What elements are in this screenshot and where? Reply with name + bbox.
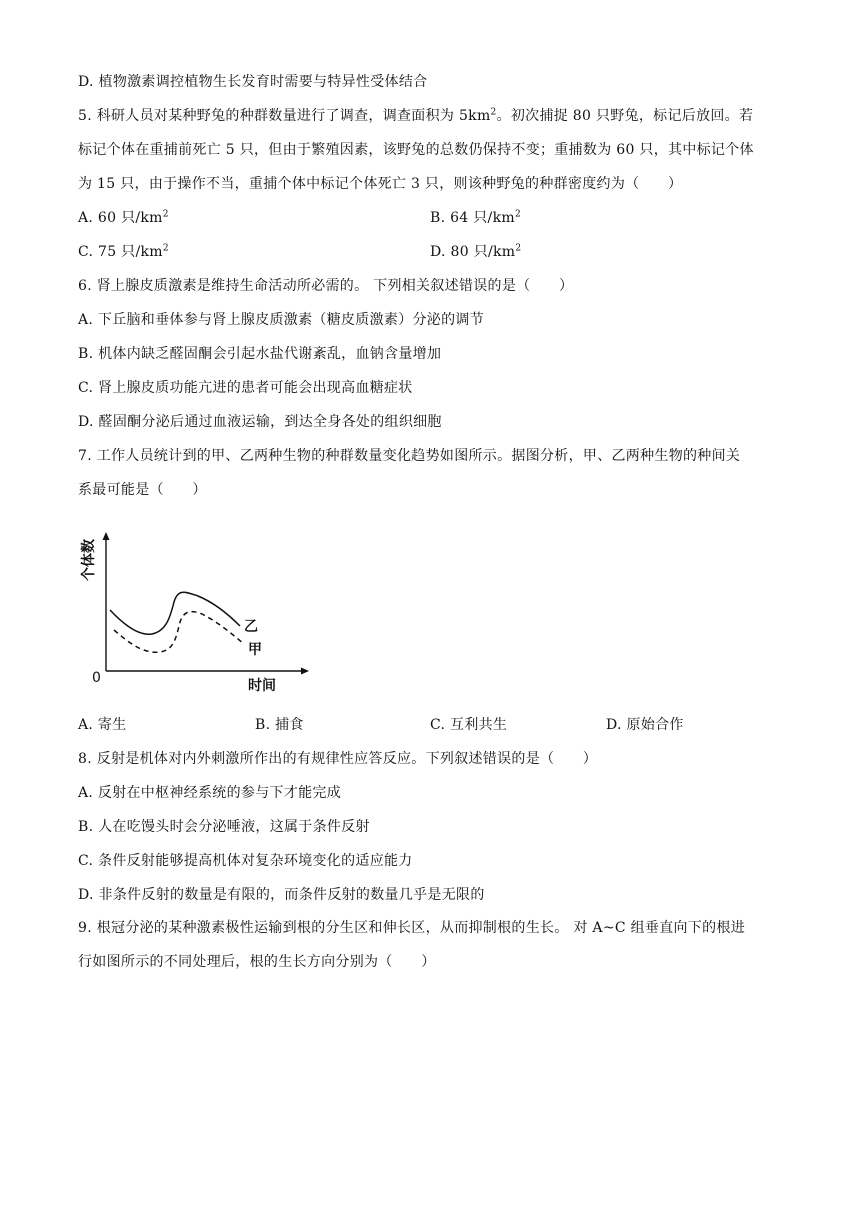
curve-jia-label: 甲 — [248, 642, 262, 658]
q5-stem-line-2: 标记个体在重捕前死亡 5 只，但由于繁殖因素，该野兔的总数仍保持不变；重捕数为 60 只，其中标记个体 — [78, 142, 754, 158]
q6-option-b: B. 机体内缺乏醛固酮会引起水盐代谢紊乱，血钠含量增加 — [78, 346, 442, 362]
q7-option-c: C. 互利共生 — [430, 717, 508, 733]
population-figure-svg — [80, 530, 320, 700]
q9-stem-line-1: 9. 根冠分泌的某种激素极性运输到根的分生区和伸长区，从而抑制根的生长。 对 A~C 组垂直向下的根进 — [78, 920, 746, 936]
q5-option-d-sup: 2 — [515, 243, 522, 254]
curve-yi — [110, 592, 240, 634]
origin-label: 0 — [92, 670, 101, 686]
q5-option-c-sup: 2 — [162, 243, 169, 254]
q9-stem-line-2: 行如图所示的不同处理后，根的生长方向分别为（ ） — [78, 954, 436, 970]
q5-option-b-text: B. 64 只/km — [430, 210, 515, 226]
q8-option-c: C. 条件反射能够提高机体对复杂环境变化的适应能力 — [78, 853, 413, 869]
q6-stem: 6. 肾上腺皮质激素是维持生命活动所必需的。 下列相关叙述错误的是（ ） — [78, 278, 574, 294]
x-axis-label: 时间 — [248, 678, 276, 694]
q7-stem-line-1: 7. 工作人员统计到的甲、乙两种生物的种群数量变化趋势如图所示。据图分析，甲、乙两种生物的种间关 — [78, 448, 741, 464]
q6-option-d: D. 醛固酮分泌后通过血液运输，到达全身各处的组织细胞 — [78, 414, 442, 430]
q7-stem-line-2: 系最可能是（ ） — [78, 482, 207, 498]
q5-stem-text: 5. 科研人员对某种野兔的种群数量进行了调查，调查面积为 5km — [78, 108, 491, 124]
curve-yi-label: 乙 — [244, 619, 258, 635]
q5-option-d — [430, 242, 521, 262]
q5-option-c — [78, 242, 169, 262]
y-axis-label: 个体数 — [81, 539, 97, 581]
q5-stem-line-3: 为 15 只，由于操作不当，重捕个体中标记个体死亡 3 只，则该种野兔的种群密度约为（ ） — [78, 176, 683, 192]
q5-option-c-text: C. 75 只/km — [78, 244, 163, 260]
curve-jia — [114, 612, 244, 653]
q5-stem-tail: 。初次捕捉 80 只野兔，标记后放回。若 — [496, 108, 754, 124]
q8-option-b: B. 人在吃馒头时会分泌唾液，这属于条件反射 — [78, 819, 370, 835]
q8-stem: 8. 反射是机体对内外刺激所作出的有规律性应答反应。下列叙述错误的是（ ） — [78, 751, 598, 767]
q5-option-b — [430, 208, 521, 228]
q6-option-c: C. 肾上腺皮质功能亢进的患者可能会出现高血糖症状 — [78, 380, 413, 396]
q7-option-d: D. 原始合作 — [606, 717, 684, 733]
q5-option-a — [78, 208, 169, 228]
q5-option-d-text: D. 80 只/km — [430, 244, 516, 260]
q4-option-d: D. 植物激素调控植物生长发育时需要与特异性受体结合 — [78, 74, 428, 90]
population-figure — [80, 530, 320, 700]
q7-option-a: A. 寄生 — [78, 717, 127, 733]
q6-option-a: A. 下丘脑和垂体参与肾上腺皮质激素（糖皮质激素）分泌的调节 — [78, 312, 485, 328]
q5-option-a-sup: 2 — [162, 209, 169, 220]
q8-option-a: A. 反射在中枢神经系统的参与下才能完成 — [78, 785, 342, 801]
x-axis-arrow — [301, 668, 309, 675]
q5-area-superscript: 2 — [490, 107, 497, 118]
q5-option-b-sup: 2 — [514, 209, 521, 220]
q5-option-a-text: A. 60 只/km — [78, 210, 163, 226]
q7-option-b: B. 捕食 — [255, 717, 304, 733]
q8-option-d: D. 非条件反射的数量是有限的，而条件反射的数量几乎是无限的 — [78, 887, 485, 903]
q5-stem-line-1 — [78, 106, 800, 126]
y-axis-arrow — [103, 532, 110, 540]
